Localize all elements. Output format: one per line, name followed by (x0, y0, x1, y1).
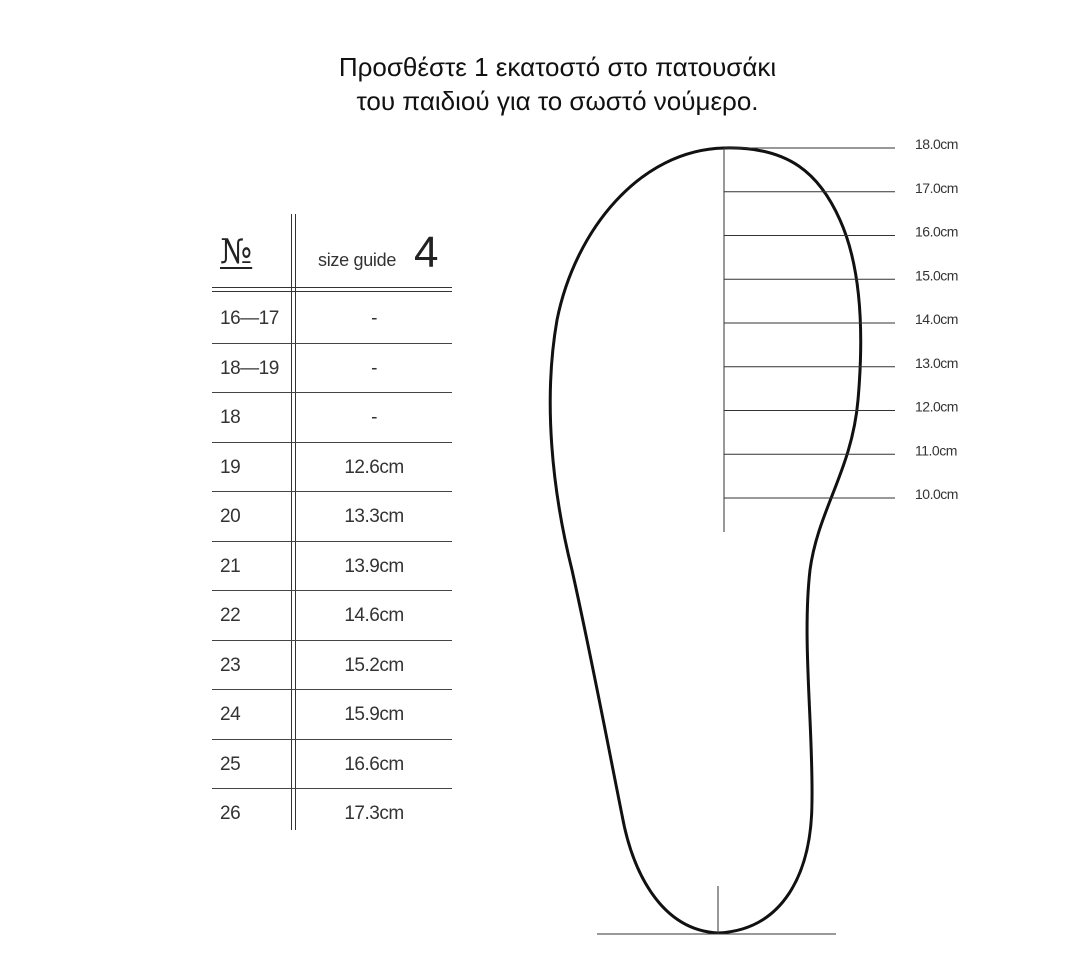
shoe-size-cell: 25 (220, 753, 241, 775)
scale-label: 16.0cm (915, 223, 958, 240)
scale-label: 11.0cm (915, 442, 957, 459)
foot-length-cell: 17.3cm (344, 803, 404, 824)
shoe-size-cell: 23 (220, 654, 241, 676)
shoe-size-cell: 20 (220, 506, 241, 527)
foot-length-cell: 14.6cm (344, 605, 404, 626)
instruction-line-1: Προσθέστε 1 εκατοστό στο πατουσάκι (338, 52, 777, 82)
shoe-size-cell: 21 (220, 555, 241, 577)
scale-label: 15.0cm (915, 267, 958, 284)
shoe-size-cell: 18—19 (220, 357, 279, 379)
foot-outline (550, 148, 860, 933)
scale-label: 14.0cm (915, 311, 958, 327)
scale-label: 10.0cm (915, 486, 958, 502)
shoe-size-cell: 22 (220, 605, 241, 626)
foot-length-cell: - (371, 308, 377, 329)
shoe-size-cell: 16—17 (220, 308, 279, 329)
foot-length-cell: 13.9cm (344, 555, 404, 577)
scale-label: 12.0cm (915, 398, 958, 415)
size-guide-number: 4 (414, 228, 439, 277)
instruction-line-2: του παιδιού για το σωστό νούμερο. (356, 86, 759, 116)
foot-length-cell: 13.3cm (344, 506, 404, 527)
size-guide-label: size guide (318, 250, 397, 270)
foot-length-cell: 15.2cm (344, 654, 404, 676)
number-sign-header: № (220, 232, 253, 272)
shoe-size-cell: 19 (220, 456, 241, 478)
foot-length-cell: 16.6cm (344, 753, 404, 775)
shoe-size-cell: 18 (220, 407, 241, 428)
foot-length-cell: 15.9cm (344, 704, 404, 725)
scale-label: 13.0cm (915, 354, 958, 371)
shoe-size-cell: 24 (220, 704, 241, 725)
foot-length-cell: 12.6cm (344, 456, 404, 478)
foot-length-cell: - (371, 357, 377, 379)
scale-label: 17.0cm (915, 179, 958, 196)
scale-label: 18.0cm (915, 136, 958, 152)
shoe-size-cell: 26 (220, 803, 241, 824)
scale-marks (724, 136, 958, 502)
foot-length-cell: - (371, 407, 377, 428)
